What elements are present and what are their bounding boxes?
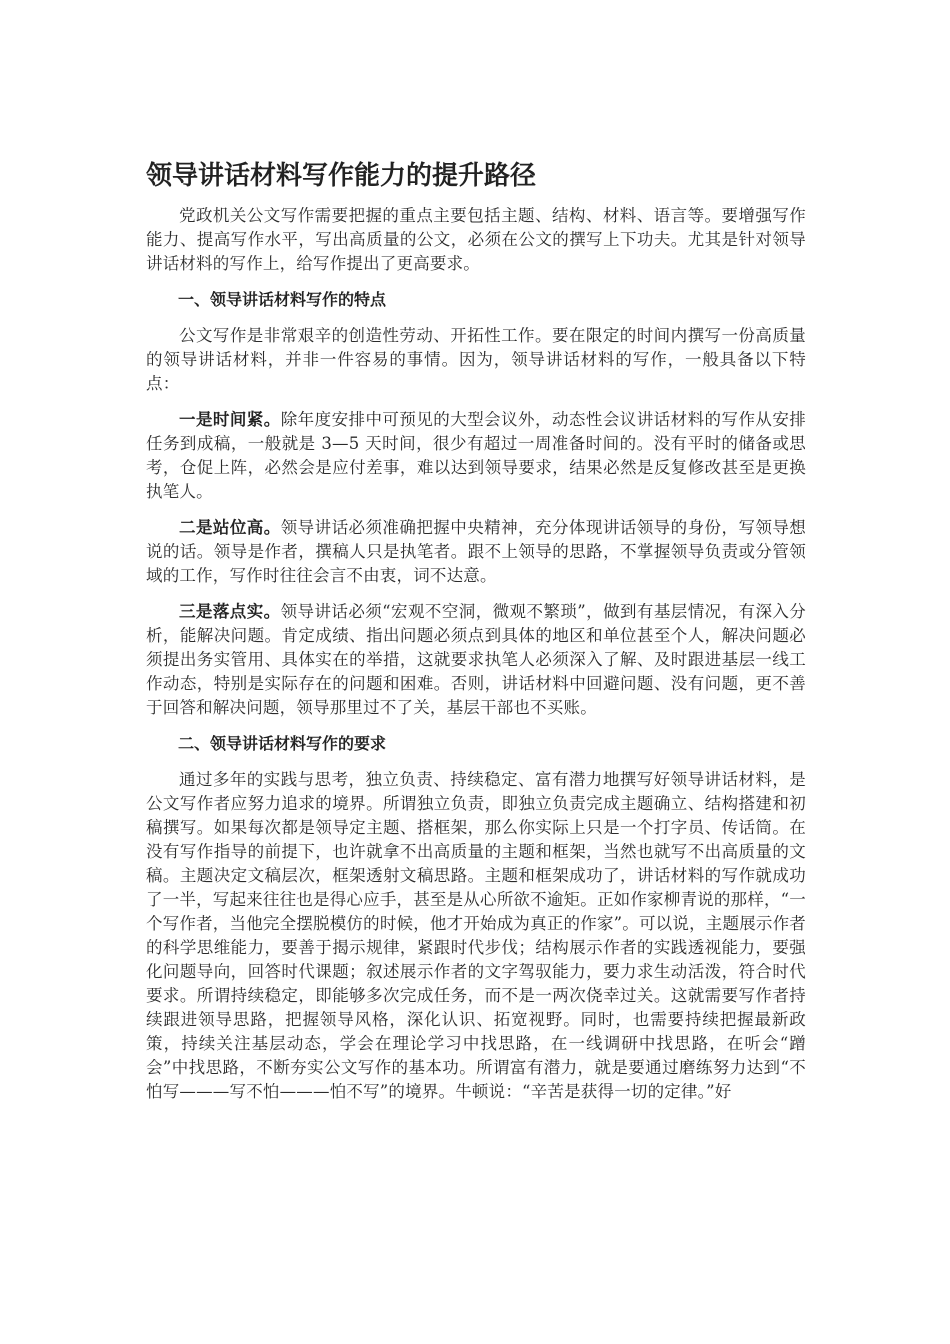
section-2-heading: 二、领导讲话材料写作的要求	[178, 734, 387, 753]
point-text: 除年度安排中可预见的大型会议外，动态性会议讲话材料的写作从安排任务到成稿，一般就是 3—5 天时间，很少有超过一周准备时间的。没有平时的储备或思考，仓促上阵，必然会是应付差事，难以达到领导要求，结果必然是反复修改甚至是更换执笔人。	[146, 410, 806, 501]
point-lead: 二是站位高。	[179, 518, 281, 537]
document-body	[146, 204, 806, 1104]
section-1-heading: 一、领导讲话材料写作的特点	[178, 290, 387, 309]
point-lead: 三是落点实。	[179, 602, 281, 621]
section-2-paragraph: 通过多年的实践与思考，独立负责、持续稳定、富有潜力地撰写好领导讲话材料，是公文写作者应努力追求的境界。所谓独立负责，即独立负责完成主题确立、结构搭建和初稿撰写。如果每次都是领导定主题、搭框架，那么你实际上只是一个打字员、传话筒。在没有写作指导的前提下，也许就拿不出高质量的主题和框架，当然也就写不出高质量的文稿。主题决定文稿层次，框架透射文稿思路。主题和框架成功了，讲话材料的写作就成功了一半，写起来往往也是得心应手，甚至是从心所欲不逾矩。正如作家柳青说的那样，“一个写作者，当他完全摆脱模仿的时候，他才开始成为真正的作家”。可以说，主题展示作者的科学思维能力，要善于揭示规律，紧跟时代步伐；结构展示作者的实践透视能力，要强化问题导向，回答时代课题；叙述展示作者的文字驾驭能力，要力求生动活泼，符合时代要求。所谓持续稳定，即能够多次完成任务，而不是一两次侥幸过关。这就需要写作者持续跟进领导思路，把握领导风格，深化认识、拓宽视野。同时，也需要持续把握最新政策，持续关注基层动态，学会在理论学习中找思路，在一线调研中找思路，在听会“蹭会”中找思路，不断夯实公文写作的基本功。所谓富有潜力，就是要通过磨练努力达到“不怕写———写不怕———怕不写”的境界。牛顿说：“辛苦是获得一切的定律。”好	[146, 770, 806, 1101]
point-lead: 一是时间紧。	[179, 410, 281, 429]
point-high-position	[146, 516, 806, 588]
section-1-paragraph: 公文写作是非常艰辛的创造性劳动、开拓性工作。要在限定的时间内撰写一份高质量的领导讲话材料，并非一件容易的事情。因为，领导讲话材料的写作，一般具备以下特点：	[146, 326, 806, 393]
point-text: 领导讲话必须准确把握中央精神，充分体现讲话领导的身份，写领导想说的话。领导是作者，撰稿人只是执笔者。跟不上领导的思路，不掌握领导负责或分管领域的工作，写作时往往会言不由衷，词不达意。	[146, 518, 806, 585]
intro-paragraph: 党政机关公文写作需要把握的重点主要包括主题、结构、材料、语言等。要增强写作能力、提高写作水平，写出高质量的公文，必须在公文的撰写上下功夫。尤其是针对领导讲话材料的写作上，给写作提出了更高要求。	[146, 206, 806, 273]
point-practical	[146, 600, 806, 720]
document-title: 领导讲话材料写作能力的提升路径	[146, 161, 537, 191]
point-text: 领导讲话必须“宏观不空洞，微观不繁琐”，做到有基层情况，有深入分析，能解决问题。肯定成绩、指出问题必须点到具体的地区和单位甚至个人，解决问题必须提出务实管用、具体实在的举措，这就要求执笔人必须深入了解、及时跟进基层一线工作动态，特别是实际存在的问题和困难。否则，讲话材料中回避问题、没有问题，更不善于回答和解决问题，领导那里过不了关，基层干部也不买账。	[146, 602, 806, 717]
point-time-tight	[146, 408, 806, 504]
